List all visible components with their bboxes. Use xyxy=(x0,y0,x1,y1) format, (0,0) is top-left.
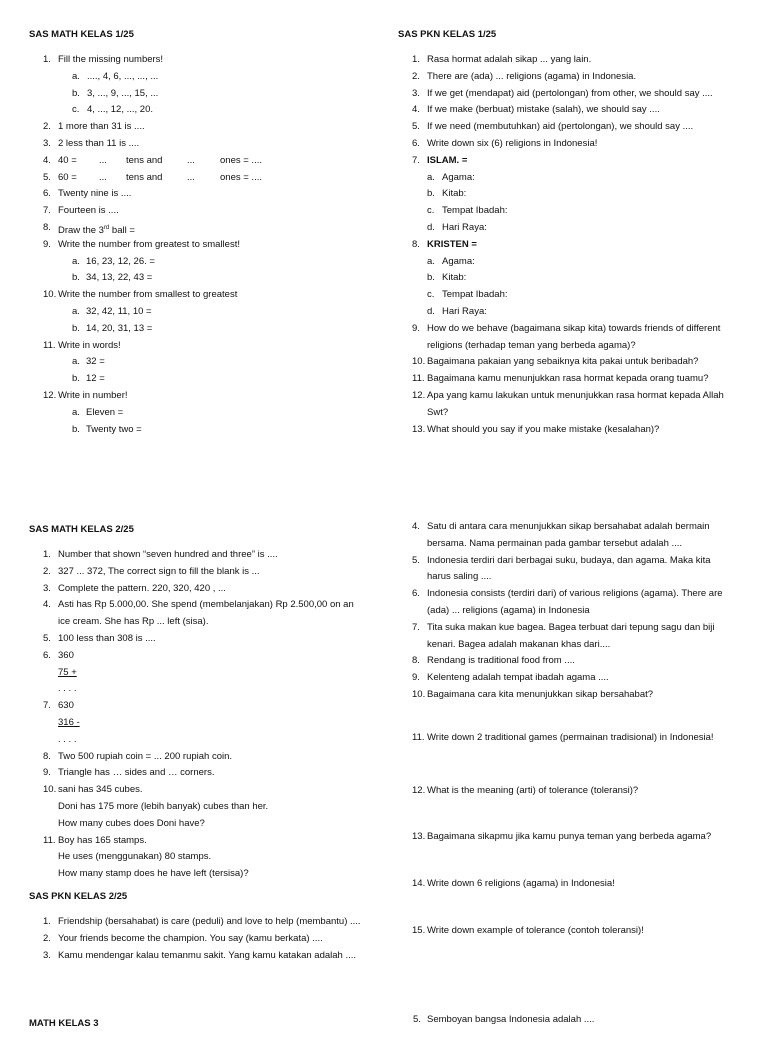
question-number: 13. xyxy=(412,831,426,843)
question-line xyxy=(398,620,748,637)
question-text: bersama. Nama permainan pada gambar tersebut adalah .... xyxy=(427,537,683,549)
sub-item-label: c. xyxy=(427,205,435,217)
question-line xyxy=(29,186,379,203)
question-text: Write the number from greatest to smallest! xyxy=(58,238,240,250)
question-line xyxy=(29,287,379,304)
question-number: 4. xyxy=(412,521,420,532)
question-line xyxy=(29,914,379,931)
question-line xyxy=(398,371,748,388)
question-line xyxy=(29,597,379,614)
blank-part: ... xyxy=(187,154,195,166)
question-text: How many cubes does Doni have? xyxy=(58,817,205,829)
question-line xyxy=(398,86,748,103)
question-line xyxy=(398,405,748,422)
question-line xyxy=(29,581,379,598)
sub-item-label: b. xyxy=(72,322,80,334)
question-text: . . . . xyxy=(58,683,77,695)
question-number: 4. xyxy=(43,154,51,166)
question-text: Write down six (6) religions in Indonesia! xyxy=(427,137,598,149)
math-kelas-3-section xyxy=(29,1018,379,1041)
blank-part: 60 = xyxy=(58,171,77,183)
question-line xyxy=(398,586,748,603)
question-line xyxy=(29,866,379,883)
question-text: . . . . xyxy=(58,733,77,745)
sub-item-label: a. xyxy=(72,305,80,317)
sub-item-text: Twenty two = xyxy=(86,423,142,435)
sub-item-label: a. xyxy=(427,255,435,267)
sub-item-label: a. xyxy=(72,70,80,82)
question-text: If we need (membutuhkan) aid (pertolongan), we should say .... xyxy=(427,121,694,133)
question-text: 327 ... 372, The correct sign to fill the blank is ... xyxy=(58,565,260,577)
question-line xyxy=(398,553,748,570)
question-line xyxy=(29,648,379,665)
sub-item-line xyxy=(398,203,748,220)
sub-item-line xyxy=(398,287,748,304)
blank-part: tens and xyxy=(126,171,163,183)
question-text: Boy has 165 stamps. xyxy=(58,834,147,846)
question-line xyxy=(29,203,379,220)
sub-item-line xyxy=(29,102,379,119)
question-text: If we get (mendapat) aid (pertolongan) from other, we should say .... xyxy=(427,87,713,99)
question-text: Draw the 3rd ball = xyxy=(58,224,135,237)
question-text: Semboyan bangsa Indonesia adalah .... xyxy=(427,1014,595,1025)
question-text: Rendang is traditional food from .... xyxy=(427,655,575,667)
sub-item-text: Eleven = xyxy=(86,406,124,418)
question-number: 2. xyxy=(43,121,51,133)
question-text: Tita suka makan kue bagea. Bagea terbuat dari tepung sagu dan biji xyxy=(427,621,715,633)
question-line xyxy=(398,136,748,153)
question-line xyxy=(29,564,379,581)
question-number: 15. xyxy=(412,924,426,936)
question-number: 1. xyxy=(43,915,51,927)
question-number: 10. xyxy=(412,356,426,368)
question-number: 7. xyxy=(412,154,420,166)
pkn-kelas-3-section xyxy=(398,1012,748,1029)
sub-item-label: d. xyxy=(427,221,435,233)
question-text: Write the number from smallest to greatest xyxy=(58,289,238,301)
question-number: 14. xyxy=(412,878,426,890)
question-text: ice cream. She has Rp ... left (sisa). xyxy=(58,616,209,628)
question-number: 2. xyxy=(412,70,420,82)
question-number: 4. xyxy=(43,599,51,611)
question-line xyxy=(398,783,748,800)
sub-item-text: 4, ..., 12, ..., 20. xyxy=(87,104,154,116)
question-text: He uses (menggunakan) 80 stamps. xyxy=(58,851,212,863)
sub-item-text: 34, 13, 22, 43 = xyxy=(86,272,153,284)
question-line xyxy=(398,687,748,704)
question-line xyxy=(29,220,379,237)
question-number: 7. xyxy=(412,621,420,633)
blank-part: ones = .... xyxy=(220,171,262,183)
question-text: There are (ada) ... religions (agama) in Indonesia. xyxy=(427,70,637,82)
question-text: What should you say if you make mistake (kesalahan)? xyxy=(427,423,660,435)
sub-item-text: 16, 23, 12, 26. = xyxy=(86,255,155,267)
sub-item-line xyxy=(398,304,748,321)
question-text: 75 + xyxy=(58,666,77,678)
question-text: Complete the pattern. 220, 320, 420 , ... xyxy=(58,582,226,594)
sub-item-line xyxy=(398,254,748,271)
sub-item-line xyxy=(29,321,379,338)
question-text: Friendship (bersahabat) is care (peduli) and love to help (membantu) .... xyxy=(58,915,361,927)
blank-part: ... xyxy=(187,171,195,183)
question-line xyxy=(29,388,379,405)
section-title: MATH KELAS 3 xyxy=(29,1018,99,1029)
question-number: 5. xyxy=(43,171,51,183)
question-text: Rasa hormat adalah sikap ... yang lain. xyxy=(427,54,592,65)
question-text: Fourteen is .... xyxy=(58,205,119,217)
question-number: 8. xyxy=(412,655,420,667)
blank-part: ones = .... xyxy=(220,154,262,166)
question-number: 1. xyxy=(43,549,51,560)
sub-item-text: Tempat Ibadah: xyxy=(442,205,508,217)
question-line xyxy=(29,547,379,564)
math-kelas-1-section xyxy=(29,29,379,438)
sub-item-label: a. xyxy=(427,171,435,183)
question-line xyxy=(398,422,748,439)
sub-item-label: c. xyxy=(72,104,80,116)
sub-item-text: 32, 42, 11, 10 = xyxy=(86,305,152,317)
blank-part: 40 = xyxy=(58,154,77,166)
question-line xyxy=(398,603,748,620)
question-text: Fill the missing numbers! xyxy=(58,54,164,65)
question-text: Your friends become the champion. You say (kamu berkata) .... xyxy=(58,932,323,944)
question-line xyxy=(398,153,748,170)
sub-item-line xyxy=(29,270,379,287)
question-text: If we make (berbuat) mistake (salah), we should say .... xyxy=(427,104,660,116)
sub-item-text: 3, ..., 9, ..., 15, ... xyxy=(87,87,159,99)
question-line xyxy=(29,782,379,799)
question-text: Write in words! xyxy=(58,339,121,351)
question-line xyxy=(398,670,748,687)
question-number: 11. xyxy=(43,834,56,846)
sub-item-line xyxy=(29,86,379,103)
question-line xyxy=(398,69,748,86)
sub-item-label: a. xyxy=(72,255,80,267)
question-line xyxy=(29,948,379,965)
question-text: Satu di antara cara menunjukkan sikap bersahabat adalah bermain xyxy=(427,521,710,532)
question-number: 2. xyxy=(43,932,51,944)
question-text: What is the meaning (arti) of tolerance (toleransi)? xyxy=(427,784,639,796)
question-text: Write in number! xyxy=(58,389,128,401)
question-number: 10. xyxy=(43,784,57,796)
question-number: 6. xyxy=(43,649,51,661)
question-line xyxy=(398,119,748,136)
sub-item-label: b. xyxy=(427,188,435,200)
question-number: 3. xyxy=(43,582,51,594)
question-text: 2 less than 11 is .... xyxy=(58,137,140,149)
question-text: Two 500 rupiah coin = ... 200 rupiah coin. xyxy=(58,750,233,762)
question-number: 6. xyxy=(43,188,51,200)
question-line xyxy=(29,153,379,170)
blank-part: ... xyxy=(99,171,107,183)
question-number: 5. xyxy=(43,632,51,644)
question-text: 360 xyxy=(58,649,74,661)
question-number: 8. xyxy=(412,238,420,250)
question-text: kenari. Bagea adalah makanan khas dari.... xyxy=(427,638,611,650)
question-number: 13. xyxy=(412,423,426,435)
question-text: Triangle has … sides and … corners. xyxy=(58,767,215,779)
question-text: 1 more than 31 is .... xyxy=(58,121,145,133)
question-number: 3. xyxy=(43,949,51,961)
question-line xyxy=(398,1012,748,1029)
pkn-kelas-2-continued xyxy=(398,519,748,940)
question-number: 1. xyxy=(412,54,420,65)
sub-item-text: 12 = xyxy=(86,373,105,385)
question-line xyxy=(398,388,748,405)
question-line xyxy=(29,631,379,648)
question-text: How many stamp does he have left (tersisa)? xyxy=(58,868,249,880)
question-text: religions (terhadap teman yang berbeda agama)? xyxy=(427,339,636,351)
pkn-kelas-1-section xyxy=(398,29,748,438)
question-line xyxy=(29,52,379,69)
sub-item-line xyxy=(29,422,379,439)
question-number: 12. xyxy=(412,389,426,401)
question-number: 11. xyxy=(412,731,425,743)
sub-item-label: b. xyxy=(427,272,435,284)
question-line xyxy=(398,519,748,536)
question-line xyxy=(29,749,379,766)
question-number: 11. xyxy=(412,373,425,385)
question-number: 7. xyxy=(43,700,51,712)
sub-item-line xyxy=(29,354,379,371)
question-line xyxy=(29,237,379,254)
question-line xyxy=(29,931,379,948)
section-title: SAS PKN KELAS 1/25 xyxy=(398,29,497,40)
question-line xyxy=(398,102,748,119)
question-number: 8. xyxy=(43,750,51,762)
question-line xyxy=(398,923,748,940)
sub-item-label: d. xyxy=(427,305,435,317)
question-line xyxy=(398,52,748,69)
question-number: 6. xyxy=(412,588,420,600)
question-number: 9. xyxy=(43,238,51,250)
question-text: ISLAM. = xyxy=(427,154,468,166)
sub-item-line xyxy=(29,254,379,271)
question-text: 316 - xyxy=(58,716,80,728)
question-text: Write down 6 religions (agama) in Indonesia! xyxy=(427,878,615,890)
sub-item-line xyxy=(29,69,379,86)
sub-item-text: Tempat Ibadah: xyxy=(442,289,508,301)
sub-item-line xyxy=(29,405,379,422)
question-text: KRISTEN = xyxy=(427,238,477,250)
sub-item-label: b. xyxy=(72,423,80,435)
sub-item-label: a. xyxy=(72,406,80,418)
question-text: Indonesia consists (terdiri dari) of various religions (agama). There are xyxy=(427,588,723,600)
question-line xyxy=(398,338,748,355)
question-text: Kamu mendengar kalau temanmu sakit. Yang kamu katakan adalah .... xyxy=(58,949,357,961)
question-number: 5. xyxy=(412,554,420,566)
question-line xyxy=(29,614,379,631)
sub-item-line xyxy=(398,170,748,187)
section-title: SAS MATH KELAS 1/25 xyxy=(29,29,134,40)
section-title: SAS PKN KELAS 2/25 xyxy=(29,890,128,902)
question-line xyxy=(398,321,748,338)
sub-item-text: Agama: xyxy=(442,171,475,183)
sub-item-text: 14, 20, 31, 13 = xyxy=(86,322,153,334)
question-line xyxy=(398,637,748,654)
question-line xyxy=(398,730,748,747)
sub-item-label: b. xyxy=(72,87,80,99)
math-kelas-2-section xyxy=(29,524,379,964)
blank-part: tens and xyxy=(126,154,163,166)
question-line xyxy=(398,237,748,254)
question-line xyxy=(29,698,379,715)
question-text: 100 less than 308 is .... xyxy=(58,632,156,644)
sub-item-line xyxy=(398,220,748,237)
question-number: 5. xyxy=(413,1014,421,1025)
question-line xyxy=(29,732,379,749)
question-number: 7. xyxy=(43,205,51,217)
sub-item-line xyxy=(29,304,379,321)
question-number: 1. xyxy=(43,54,51,65)
question-line xyxy=(29,715,379,732)
question-number: 6. xyxy=(412,137,420,149)
sub-item-label: b. xyxy=(72,272,80,284)
sub-item-line xyxy=(398,186,748,203)
blank-part: ... xyxy=(99,154,107,166)
sub-item-label: b. xyxy=(72,373,80,385)
question-number: 5. xyxy=(412,121,420,133)
question-line xyxy=(29,136,379,153)
question-line xyxy=(398,536,748,553)
sub-item-text: Hari Raya: xyxy=(442,305,487,317)
sub-item-text: 32 = xyxy=(86,356,105,368)
section-title: SAS MATH KELAS 2/25 xyxy=(29,524,134,535)
question-number: 10. xyxy=(412,688,426,700)
sub-item-text: ...., 4, 6, ..., ..., ... xyxy=(87,70,159,82)
question-text: Doni has 175 more (lebih banyak) cubes than her. xyxy=(58,800,269,812)
question-text-after: ball = xyxy=(109,225,135,237)
question-text: Swt? xyxy=(427,406,449,418)
question-line xyxy=(29,765,379,782)
question-text: Number that shown “seven hundred and three” is .... xyxy=(58,549,278,560)
question-text: Indonesia terdiri dari berbagai suku, budaya, dan agama. Maka kita xyxy=(427,554,711,566)
question-line xyxy=(398,569,748,586)
question-text: (ada) ... religions (agama) in Indonesia xyxy=(427,604,590,616)
question-number: 3. xyxy=(43,137,51,149)
question-number: 9. xyxy=(412,672,420,684)
question-line xyxy=(29,833,379,850)
sub-item-line xyxy=(29,371,379,388)
question-text: Bagaimana kamu menunjukkan rasa hormat kepada orang tuamu? xyxy=(427,373,709,385)
question-line xyxy=(29,665,379,682)
question-number: 8. xyxy=(43,221,51,233)
question-text: Write down 2 traditional games (permainan tradisional) in Indonesia! xyxy=(427,731,714,743)
question-line xyxy=(29,799,379,816)
superscript: rd xyxy=(103,224,110,231)
question-text: Write down example of tolerance (contoh toleransi)! xyxy=(427,924,644,936)
question-text: Asti has Rp 5.000,00. She spend (membelanjakan) Rp 2.500,00 on an xyxy=(58,599,354,611)
question-text: harus saling .... xyxy=(427,571,492,583)
sub-item-label: c. xyxy=(427,289,435,301)
sub-item-text: Kitab: xyxy=(442,188,467,200)
question-line xyxy=(398,653,748,670)
question-line xyxy=(29,849,379,866)
question-text: Twenty nine is .... xyxy=(58,188,132,200)
question-line xyxy=(398,829,748,846)
sub-item-text: Agama: xyxy=(442,255,475,267)
question-line xyxy=(29,119,379,136)
question-number: 10. xyxy=(43,289,57,301)
question-text: 630 xyxy=(58,700,74,712)
sub-item-label: a. xyxy=(72,356,80,368)
sub-item-text: Kitab: xyxy=(442,272,467,284)
question-line xyxy=(29,816,379,833)
sub-item-line xyxy=(398,270,748,287)
question-number: 9. xyxy=(43,767,51,779)
question-line xyxy=(29,170,379,187)
question-text: Bagaimana cara kita menunjukkan sikap bersahabat? xyxy=(427,688,654,700)
question-text: How do we behave (bagaimana sikap kita) towards friends of different xyxy=(427,322,721,334)
question-text: Kelenteng adalah tempat ibadah agama .... xyxy=(427,672,609,684)
question-text: Apa yang kamu lakukan untuk menunjukkan rasa hormat kepada Allah xyxy=(427,389,724,401)
question-number: 12. xyxy=(412,784,426,796)
question-number: 2. xyxy=(43,565,51,577)
question-text: sani has 345 cubes. xyxy=(58,784,143,796)
question-number: 3. xyxy=(412,87,420,99)
question-line xyxy=(398,876,748,893)
question-number: 9. xyxy=(412,322,420,334)
question-line xyxy=(29,681,379,698)
question-line xyxy=(29,338,379,355)
question-line xyxy=(398,354,748,371)
question-text: Bagaimana pakaian yang sebaiknya kita pakai untuk beribadah? xyxy=(427,356,699,368)
question-text: Bagaimana sikapmu jika kamu punya teman yang berbeda agama? xyxy=(427,831,712,843)
question-number: 12. xyxy=(43,389,57,401)
sub-item-text: Hari Raya: xyxy=(442,221,487,233)
question-number: 4. xyxy=(412,104,420,116)
question-number: 11. xyxy=(43,339,56,351)
